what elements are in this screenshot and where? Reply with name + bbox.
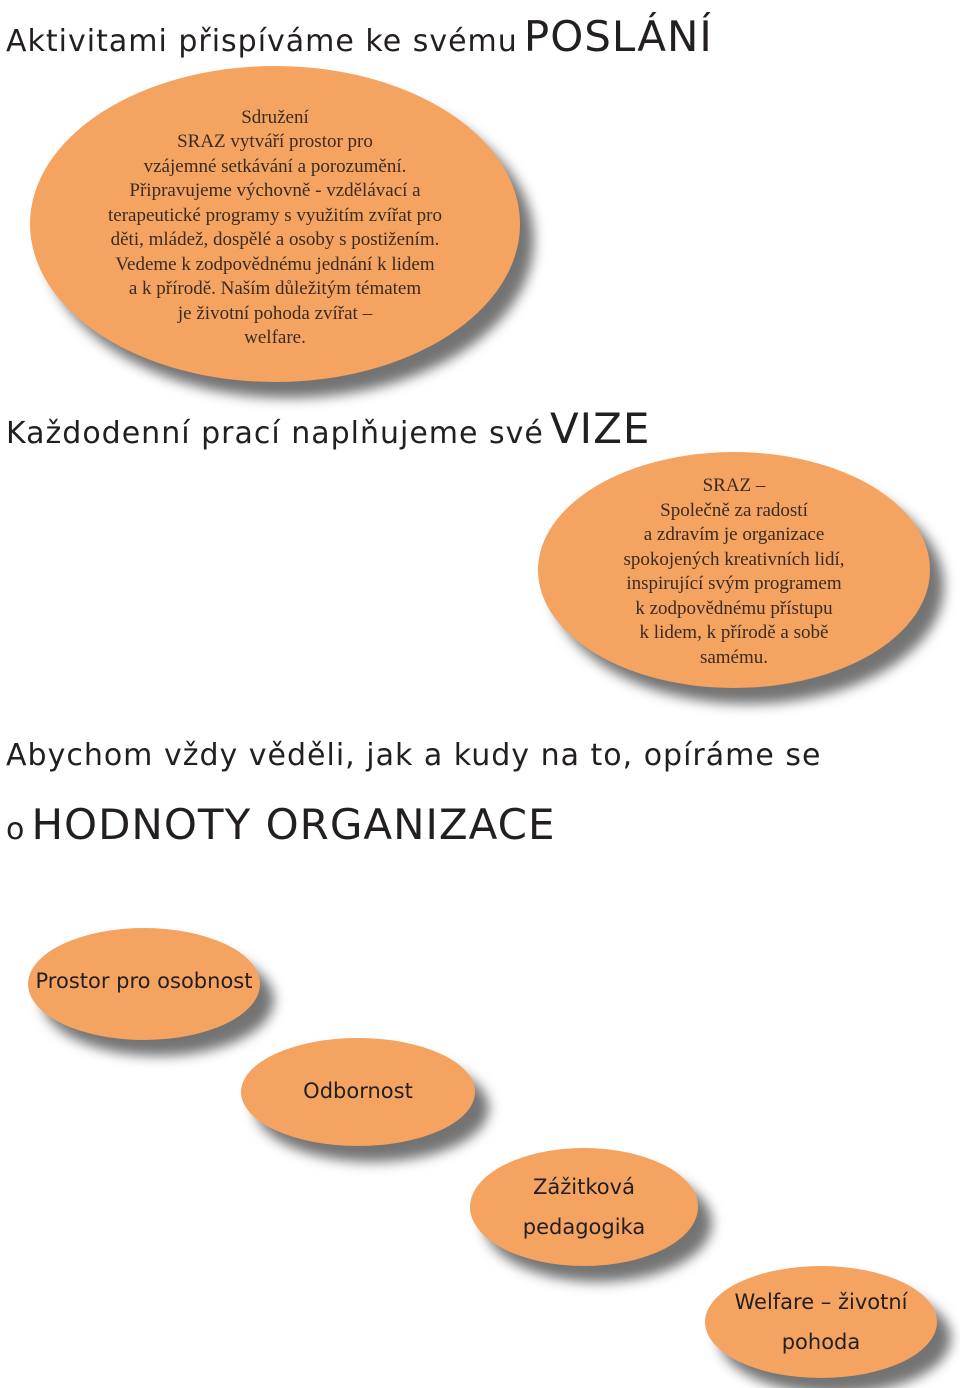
values-heading-key: HODNOTY ORGANIZACE — [31, 800, 556, 849]
value-pill-label: Odbornost — [303, 1079, 413, 1103]
value-pill-label: Welfare – životní pohoda — [734, 1290, 908, 1354]
value-pill-prostor — [28, 928, 260, 1040]
value-pill-label: Prostor pro osobnost — [35, 969, 253, 993]
vision-blob — [538, 452, 930, 688]
mission-blob — [30, 66, 520, 382]
value-pill-odbornost — [241, 1038, 475, 1146]
vision-heading-lead: Každodenní prací naplňujeme své — [6, 416, 544, 451]
values-heading-line2 — [6, 800, 556, 849]
values-heading-lead: o — [6, 812, 26, 847]
mission-heading-key: POSLÁNÍ — [523, 12, 713, 61]
value-pill-label: Zážitková pedagogika — [522, 1175, 646, 1239]
value-pill-welfare — [705, 1266, 937, 1378]
values-heading-line1: Abychom vždy věděli, jak a kudy na to, opíráme se — [6, 738, 822, 773]
value-pill-zazitkova — [470, 1148, 698, 1266]
vision-heading-key: VIZE — [549, 404, 651, 453]
mission-heading-lead: Aktivitami přispíváme ke svému — [6, 24, 518, 59]
vision-heading — [6, 404, 650, 453]
mission-heading — [6, 12, 713, 61]
vision-text: SRAZ – Společně za radostí a zdravím je organizace spokojených kreativních lidí, inspirující svým programem k zodpovědnému přístupu k lidem, k přírodě a sobě samému. — [623, 475, 845, 668]
mission-text: Sdružení SRAZ vytváří prostor pro vzájemné setkávání a porozumění. Připravujeme výchovně - vzdělávací a terapeutické programy s využitím zvířat pro děti, mládež, dospělé a osoby s postižením. Vedeme k zodpovědnému jednání k lidem a k přírodě. Naším důležitým tématem je životní pohoda zvířat – welfare. — [108, 106, 442, 348]
